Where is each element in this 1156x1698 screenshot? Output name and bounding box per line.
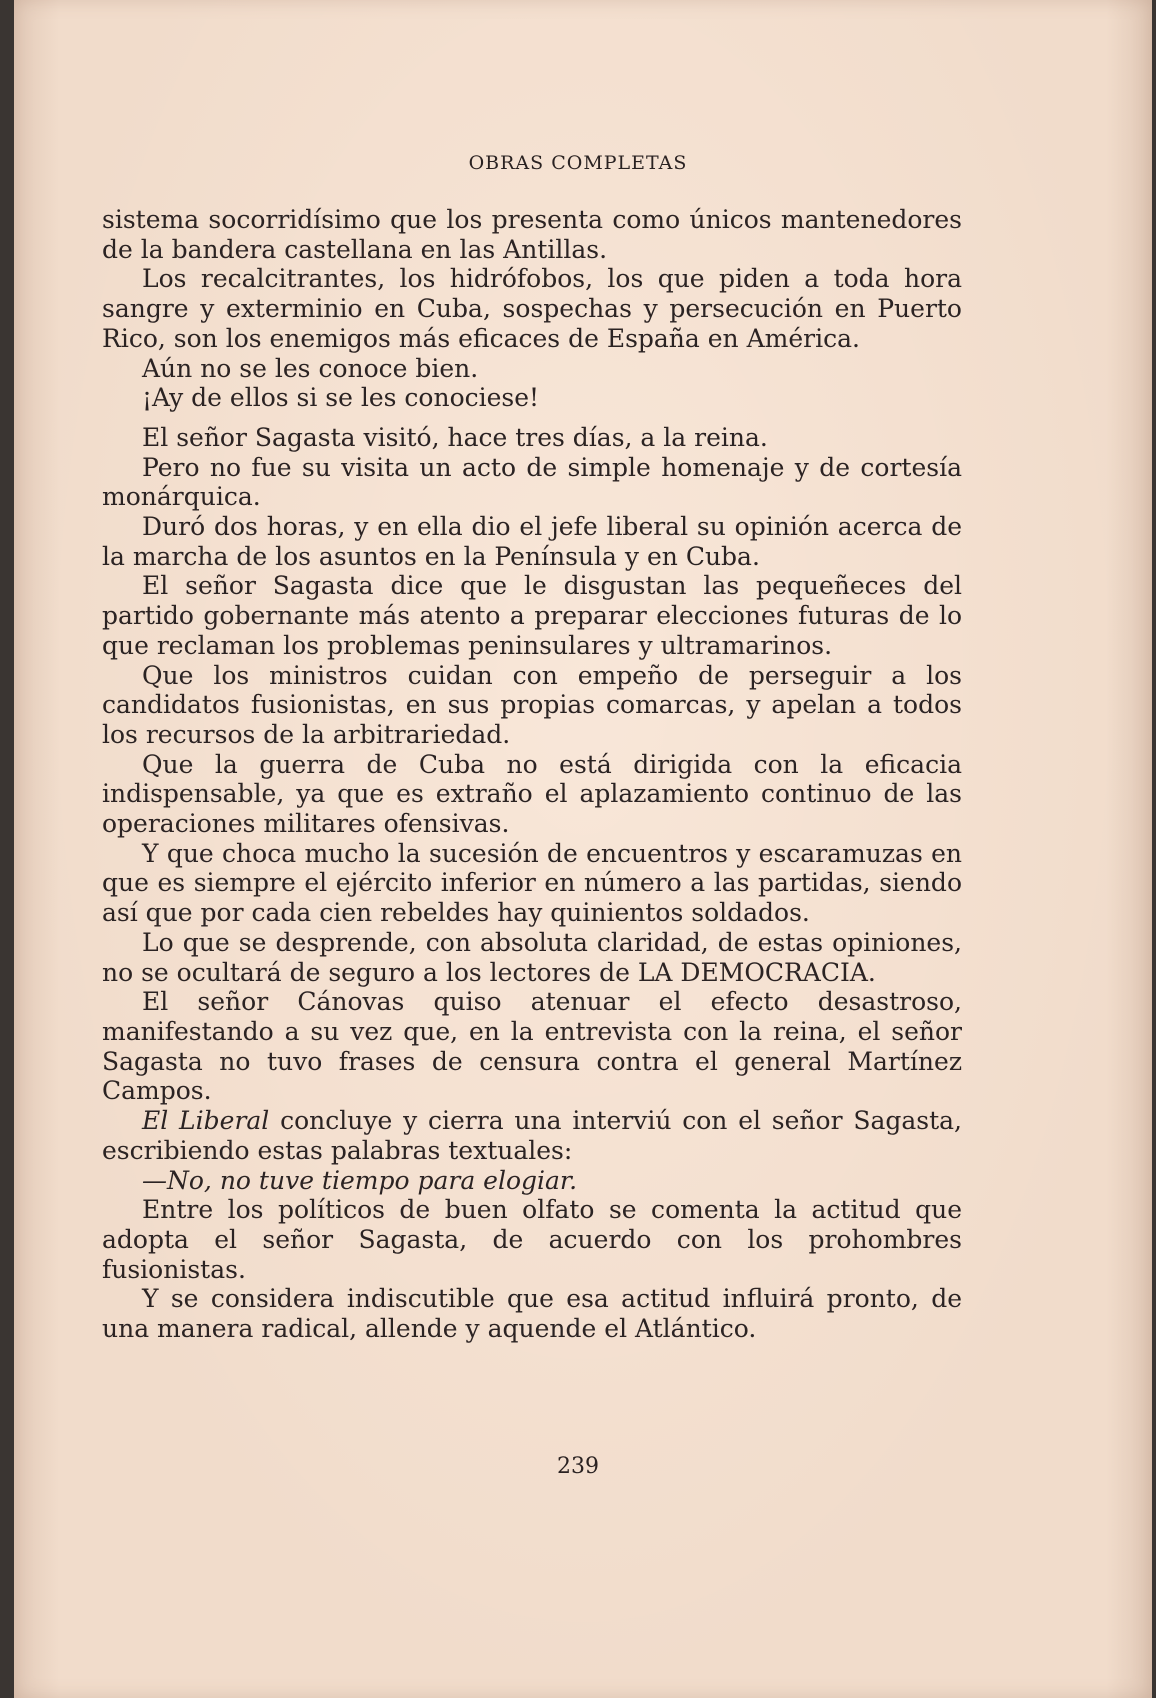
page-number: 239 (557, 1454, 599, 1479)
paragraph-el-liberal (102, 1106, 962, 1165)
paragraph: Que la guerra de Cuba no está dirigida con la eficacia indispensable, ya que es extraño el aplazamiento continuo de las operaciones militares ofensivas. (102, 749, 962, 839)
paragraph: El señor Cánovas quiso atenuar el efecto desastroso, manifestando a su vez que, en la entrevista con la reina, el señor Sagasta no tuvo frases de censura contra el general Martínez Campos. (102, 987, 962, 1106)
newspaper-title: El Liberal (142, 1106, 270, 1136)
page-body (102, 205, 962, 1344)
paragraph: Pero no fue su visita un acto de simple homenaje y de cortesía monárquica. (102, 452, 962, 512)
paragraph: Que los ministros cuidan con empeño de perseguir a los candidatos fusionistas, en sus propias comarcas, y apelan a todos los recursos de la arbitrariedad. (102, 660, 962, 749)
quotation: —No, no tuve tiempo para elogiar. (142, 1165, 578, 1195)
paragraph: Duró dos horas, y en ella dio el jefe liberal su opinión acerca de la marcha de los asuntos en la Península y en Cuba. (102, 512, 962, 571)
paragraph: Los recalcitrantes, los hidrófobos, los que piden a toda hora sangre y exterminio en Cuba, sospechas y persecución en Puerto Rico, son los enemigos más eficaces de España en América. (102, 264, 962, 353)
paragraph: Lo que se desprende, con absoluta claridad, de estas opiniones, no se ocultará de seguro a los lectores de LA DEMOCRACIA. (102, 927, 962, 987)
running-header: OBRAS COMPLETAS (468, 152, 688, 174)
paragraph: Aún no se les conoce bien. (142, 353, 479, 383)
paragraph: El señor Sagasta visitó, hace tres días, a la reina. (142, 422, 768, 452)
paragraph: El señor Sagasta dice que le disgustan las pequeñeces del partido gobernante más atento a preparar elecciones futuras de lo que reclaman los problemas peninsulares y ultramarinos. (102, 571, 962, 660)
paragraph: ¡Ay de ellos si se les conociese! (142, 383, 540, 413)
paragraph-text: concluye y cierra una interviú con el señor Sagasta, escribiendo estas palabras textuales: (102, 1106, 962, 1165)
paragraph: Entre los políticos de buen olfato se comenta la actitud que adopta el señor Sagasta, de acuerdo con los prohombres fusionistas. (102, 1195, 962, 1284)
paragraph: Y se considera indiscutible que esa actitud influirá pronto, de una manera radical, allende y aquende el Atlántico. (102, 1284, 962, 1344)
paragraph: sistema socorridísimo que los presenta como únicos mantenedores de la bandera castellana en las Antillas. (102, 205, 962, 264)
paragraph: Y que choca mucho la sucesión de encuentros y escaramuzas en que es siempre el ejército inferior en número a las partidas, siendo así que por cada cien rebeldes hay quinientos soldados. (102, 838, 962, 928)
